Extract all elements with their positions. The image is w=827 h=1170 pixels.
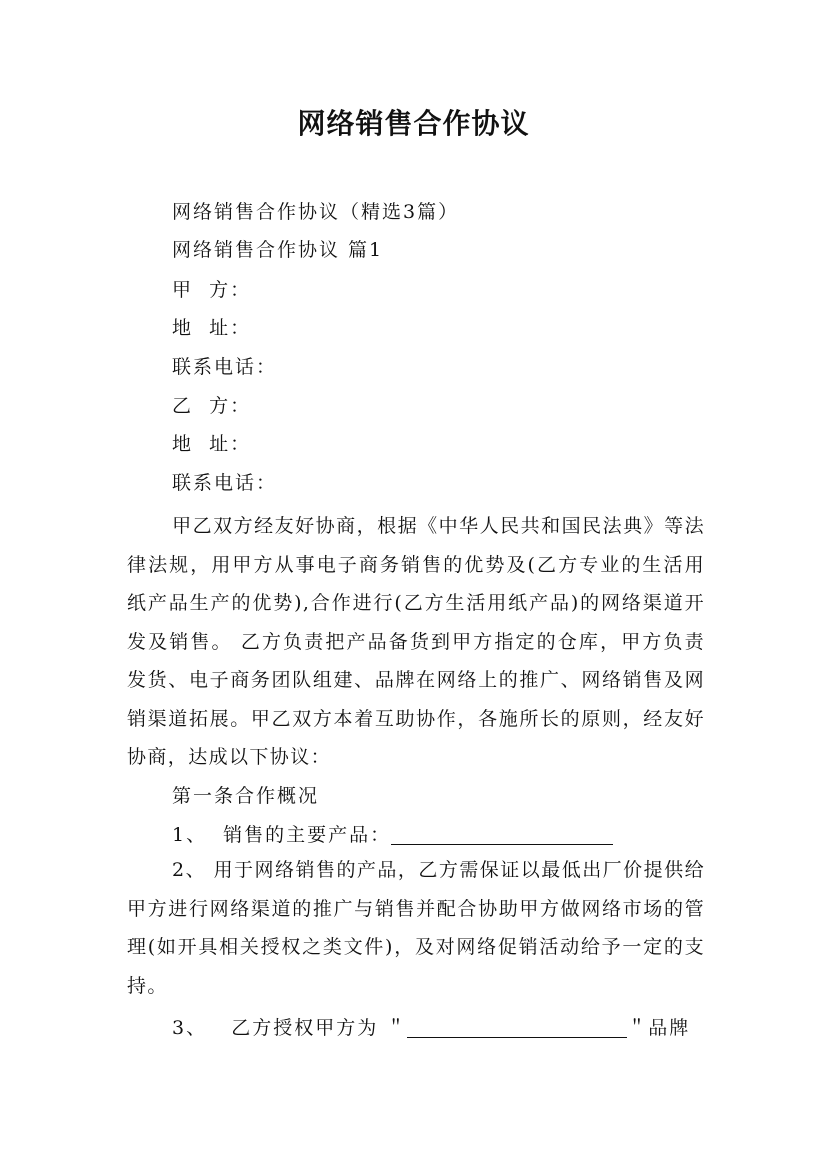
clause-1 — [172, 823, 613, 847]
section-heading: 网络销售合作协议 篇1 — [172, 239, 384, 261]
clause-2-paragraph — [127, 851, 705, 1005]
clause-3-prefix: 3、 乙方授权甲方为 ＂ — [172, 1017, 408, 1039]
party-b-label: 乙 方： — [172, 395, 252, 417]
party-a-phone-label: 联系电话： — [172, 356, 278, 378]
party-a-label: 甲 方： — [172, 279, 252, 301]
product-blank-line — [391, 824, 613, 845]
brand-blank-line — [407, 1017, 627, 1038]
clause-3-suffix: ＂品牌 — [627, 1017, 691, 1039]
document-title: 网络销售合作协议 — [297, 107, 530, 140]
clause-3 — [172, 1016, 690, 1040]
party-b-address-label: 地 址： — [172, 433, 252, 455]
preamble-paragraph — [127, 507, 705, 777]
party-b-phone-label: 联系电话： — [172, 472, 278, 494]
article-1-heading: 第一条合作概况 — [172, 785, 320, 807]
preamble-text: 甲乙双方经友好协商，根据《中华人民共和国民法典》等法律法规，用甲方从事电子商务销售的优势及(乙方专业的生活用纸产品生产的优势),合作进行(乙方生活用纸产品)的网络渠道开发及销售。 乙方负责把产品备货到甲方指定的仓库，甲方负责发货、电子商务团队组建、品牌在网络上的推广、网络销售及网销渠道拓展。甲乙双方本着互助协作，各施所长的原则，经友好协商，达成以下协议： — [127, 515, 705, 768]
party-a-address-label: 地 址： — [172, 317, 252, 339]
clause-1-text: 1、 销售的主要产品： — [172, 824, 392, 846]
clause-2-text: 2、 用于网络销售的产品，乙方需保证以最低出厂价提供给甲方进行网络渠道的推广与销售并配合协助甲方做网络市场的管理(如开具相关授权之类文件)，及对网络促销活动给予一定的支持。 — [127, 859, 705, 997]
document-subtitle: 网络销售合作协议（精选3篇） — [172, 201, 460, 223]
